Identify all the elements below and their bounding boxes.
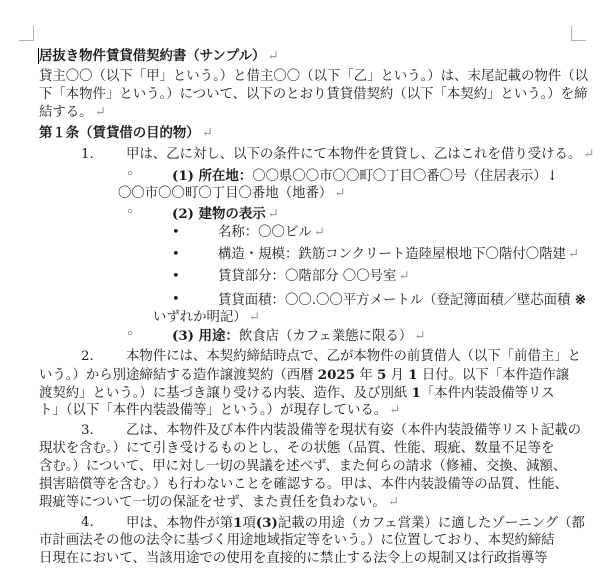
paragraph-3-line-4[interactable]: 損害賠償等を含む。）も行わないことを確認する。甲は、本件内装設備等の品質、性能、 xyxy=(39,477,568,492)
paragraph-mark-icon: ↵ xyxy=(313,225,325,240)
paragraph-3-line-2[interactable]: 現状を含む。）にて引き受けるものとし、その状態（品質、性能、瑕疵、数量不足等を xyxy=(39,441,555,456)
paragraph-mark-icon: ↵ xyxy=(267,207,279,222)
preamble-line-1[interactable]: 貸主〇〇（以下「甲」という。）と借主〇〇（以下「乙」という。）は、末尾記載の物件（以 xyxy=(39,69,589,84)
building-item-area[interactable]: 賃貸面積：〇〇.〇〇平方メートル（登記簿面積／壁芯面積 ※ xyxy=(218,292,586,308)
paragraph-3-line-1[interactable]: 乙は、本物件及び本件内装設備等を現状有姿（本件内装設備等リスト記載の xyxy=(126,423,582,438)
bullet-icon: • xyxy=(172,292,180,307)
paragraph-mark-icon: ↵ xyxy=(583,147,595,162)
paragraph-mark-icon: ↵ xyxy=(414,329,426,344)
paragraph-mark-icon: ↵ xyxy=(267,49,279,64)
location-line-1[interactable]: (1) 所在地：〇〇県〇〇市〇〇町〇丁目〇番〇号（住居表示）↓ xyxy=(172,168,559,184)
paragraph-4-number: 4. xyxy=(81,515,94,530)
circle-bullet-icon: ◦ xyxy=(126,167,134,182)
paragraph-1-text[interactable]: 甲は、乙に対し、以下の条件にて本物件を賃貸し、乙はこれを借り受ける。 ↵ xyxy=(126,147,595,162)
paragraph-2-line-4[interactable]: ト」（以下「本件内装設備等」という。）が現存している。 ↵ xyxy=(39,403,401,418)
building-item-structure[interactable]: 構造・規模：鉄筋コンクリート造陸屋根地下〇階付〇階建 ↵ xyxy=(218,247,580,262)
building-item-name[interactable]: 名称：〇〇ビル ↵ xyxy=(218,225,325,240)
paragraph-4-line-2[interactable]: 市計画法その他の法令に基づく用途地域指定等をいう。）に位置しており、本契約締結 xyxy=(39,533,555,548)
paragraph-mark-icon: ↵ xyxy=(398,269,410,284)
bullet-icon: • xyxy=(172,225,180,240)
location-line-2[interactable]: 〇〇市〇〇町〇丁目〇番地（地番） ↵ xyxy=(118,186,346,201)
paragraph-4-line-1[interactable]: 甲は、本物件が第1項(3)記載の用途（カフェ営業）に適したゾーニング（都 xyxy=(126,515,585,531)
building-item-area-line-2[interactable]: いずれか明記） ↵ xyxy=(153,310,260,325)
paragraph-mark-icon: ↵ xyxy=(389,403,401,418)
paragraph-4-line-3[interactable]: 日現在において、当該用途での使用を直接的に禁止する法令上の規制又は行政指導等 xyxy=(39,551,548,566)
document-title[interactable]: 居抜き物件賃貸借契約書（サンプル） ↵ xyxy=(39,48,279,64)
paragraph-2-line-3[interactable]: 渡契約」という。）に基づき譲り受ける内装、造作、及び別紙 1「本件内装設備等リス xyxy=(39,385,555,401)
building-item-unit[interactable]: 賃貸部分：〇階部分 〇〇号室 ↵ xyxy=(218,269,410,284)
preamble-line-3[interactable]: 結する。 ↵ xyxy=(39,105,106,120)
bullet-icon: • xyxy=(172,247,180,262)
paragraph-3-line-3[interactable]: 含む。）について、甲に対し一切の異議を述べず、また何らの請求（修補、交換、減額、 xyxy=(39,459,567,474)
paragraph-2-line-2[interactable]: いう。）から別途締結する造作譲渡契約（西暦 2025 年 5 月 1 日付。以下「本件造作譲 xyxy=(39,367,570,383)
paragraph-mark-icon: ↵ xyxy=(248,310,260,325)
paragraph-mark-icon: ↵ xyxy=(334,186,346,201)
paragraph-mark-icon: ↵ xyxy=(567,247,580,262)
crop-mark-top-left xyxy=(19,26,34,41)
paragraph-1-number: 1. xyxy=(81,147,94,162)
paragraph-3-line-5[interactable]: 瑕疵等について一切の保証をせず、また責任を負わない。 ↵ xyxy=(39,495,400,510)
paragraph-mark-icon: ↵ xyxy=(94,105,106,120)
usage-line[interactable]: (3) 用途：飲食店（カフェ業態に限る） ↵ xyxy=(172,328,426,344)
circle-bullet-icon: ◦ xyxy=(126,327,134,342)
preamble-line-2[interactable]: 下「本物件」という。）について、以下のとおり賃貸借契約（以下「本契約」という。）を締 xyxy=(39,87,588,102)
paragraph-2-number: 2. xyxy=(81,349,94,364)
crop-mark-top-right xyxy=(571,26,586,41)
bullet-icon: • xyxy=(172,269,180,284)
paragraph-2-line-1[interactable]: 本物件には、本契約締結時点で、乙が本物件の前賃借人（以下「前借主」と xyxy=(126,349,582,364)
paragraph-mark-icon: ↵ xyxy=(387,495,400,510)
paragraph-3-number: 3. xyxy=(81,423,94,438)
building-heading[interactable]: (2) 建物の表示 ↵ xyxy=(172,206,279,222)
article-1-heading[interactable]: 第１条（賃貸借の目的物） ↵ xyxy=(39,125,213,141)
paragraph-mark-icon: ↵ xyxy=(201,126,213,141)
circle-bullet-icon: ◦ xyxy=(126,205,134,220)
